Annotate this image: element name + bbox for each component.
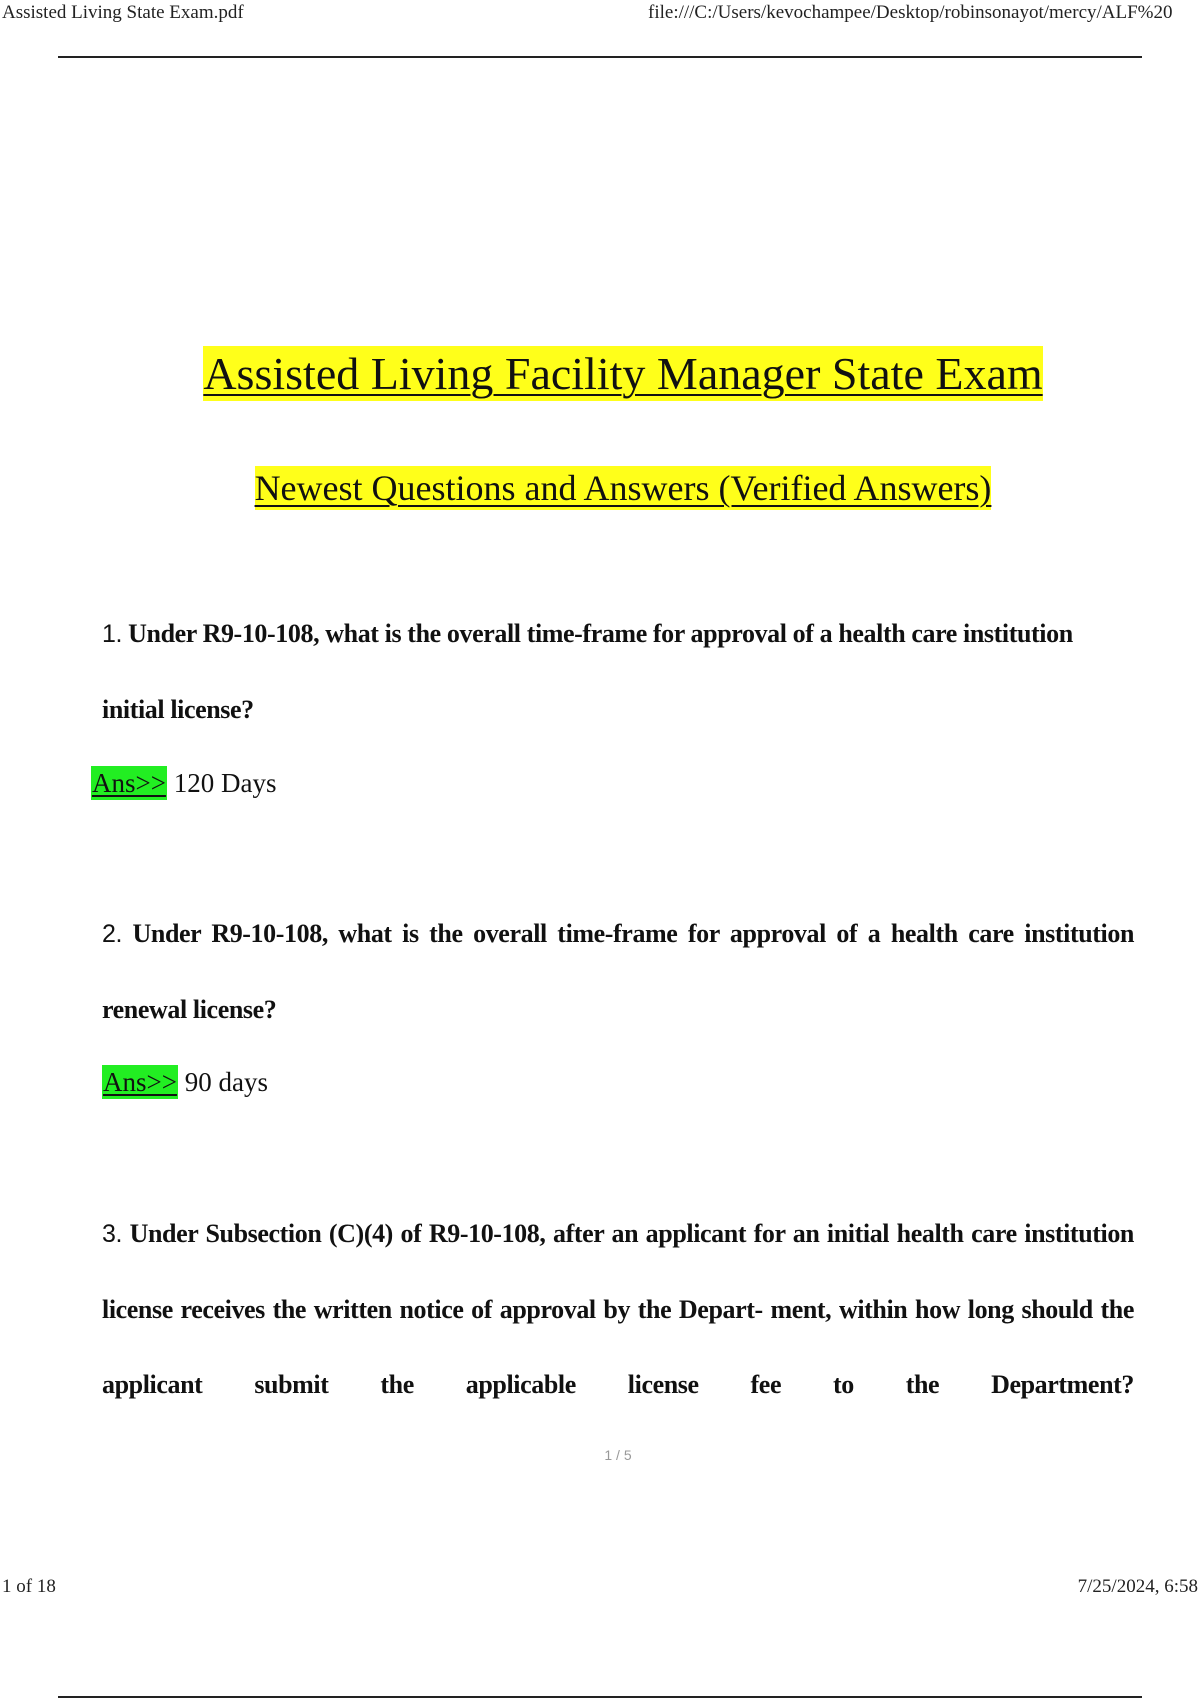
question-3 [102,1196,1134,1422]
answer-text: 90 days [184,1067,268,1097]
document-title-text: Assisted Living Facility Manager State Exam [203,348,1043,399]
document-subtitle [0,466,1200,510]
answer-tag: Ans>> [92,768,166,798]
answer-tag: Ans>> [103,1067,177,1097]
footer-divider [58,1696,1142,1698]
question-1 [102,596,1134,747]
print-header-title: Assisted Living State Exam.pdf [2,2,244,23]
print-header-file-path: file:///C:/Users/kevochampee/Desktop/robinsonayot/mercy/ALF%20 [648,2,1173,23]
question-number: 1. [102,620,123,648]
question-2 [102,896,1134,1047]
question-text: Under R9-10-108, what is the overall time-frame for approval of a health care institution initial license? [102,619,1073,724]
document-subtitle-text: Newest Questions and Answers (Verified Answers) [254,468,992,508]
question-text: Under R9-10-108, what is the overall time-frame for approval of a health care institution renewal license? [102,919,1135,1024]
print-footer-page-count: 1 of 18 [2,1576,56,1597]
question-text: Under Subsection (C)(4) of R9-10-108, after an applicant for an initial health care institution license receives the written notice of approval by the Depart- ment, within how long should the applicant submit the applicable license fee to the Department? [102,1219,1134,1399]
header-divider [58,56,1142,58]
answer-text: 120 Days [173,768,277,798]
print-footer-timestamp: 7/25/2024, 6:58 [1077,1576,1198,1597]
question-number: 2. [102,920,123,948]
answer-2 [102,1062,268,1102]
question-number: 3. [102,1220,123,1248]
answer-1 [91,763,276,803]
document-title [0,346,1200,402]
page-indicator: 1 / 5 [604,1447,632,1463]
